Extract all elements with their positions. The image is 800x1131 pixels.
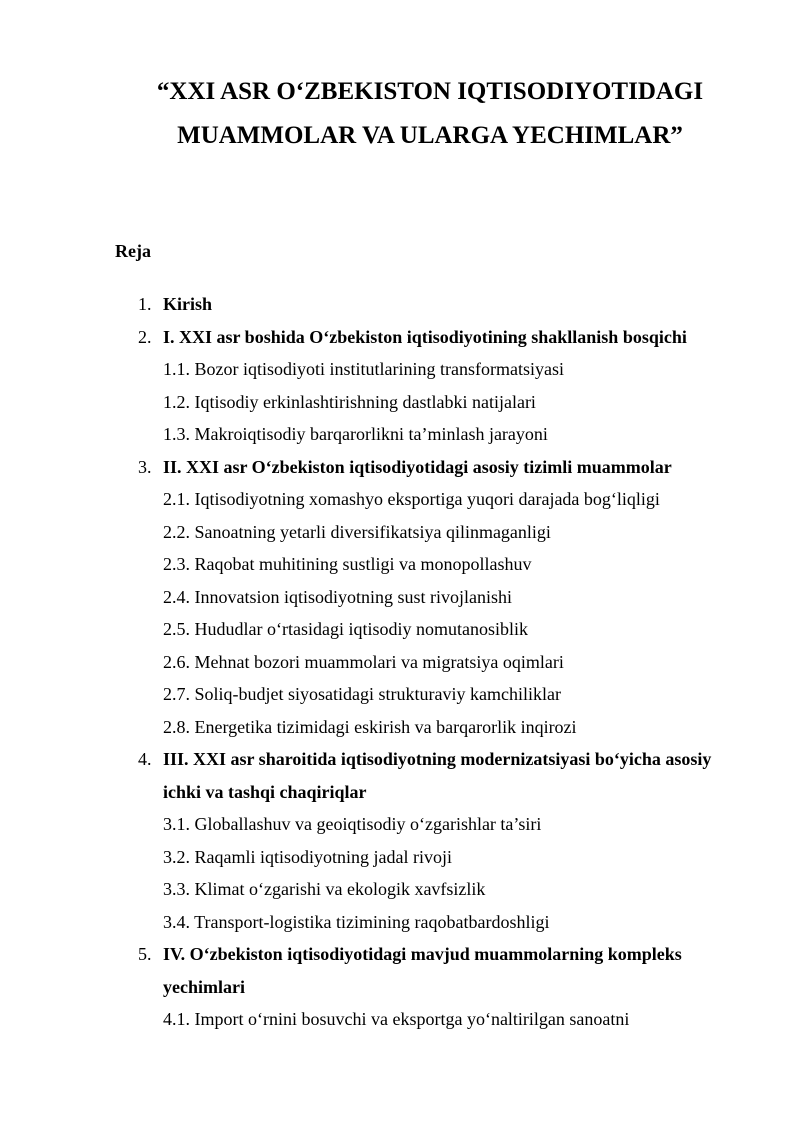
plan-section-item (0, 321, 800, 354)
plan-subsection-item: 2.5. Hududlar o‘rtasidagi iqtisodiy nomutanosiblik (163, 619, 528, 639)
plan-outline (0, 288, 800, 1036)
section-number: 2. (138, 326, 152, 347)
plan-subsection-item: 2.3. Raqobat muhitining sustligi va monopollashuv (163, 554, 532, 574)
plan-subsection-item: 1.3. Makroiqtisodiy barqarorlikni ta’minlash jarayoni (163, 424, 548, 444)
section-title: I. XXI asr boshida O‘zbekiston iqtisodiyotining shakllanish bosqichi (163, 326, 687, 347)
title-line-2: MUAMMOLAR VA ULARGA YECHIMLAR” (177, 122, 683, 149)
section-number: 3. (138, 456, 152, 477)
plan-section-item (0, 451, 800, 484)
section-title: II. XXI asr O‘zbekiston iqtisodiyotidagi asosiy tizimli muammolar (163, 456, 672, 477)
plan-subsection-item: 3.3. Klimat o‘zgarishi va ekologik xavfsizlik (163, 879, 486, 899)
plan-subsection-item: 2.8. Energetika tizimidagi eskirish va barqarorlik inqirozi (163, 716, 577, 737)
plan-subsection-item: 2.6. Mehnat bozori muammolari va migratsiya oqimlari (163, 651, 564, 672)
plan-subsection-item: 3.2. Raqamli iqtisodiyotning jadal rivoji (163, 846, 452, 867)
section-number: 5. (138, 944, 152, 964)
plan-section-item (0, 743, 800, 808)
plan-section-item (0, 288, 800, 321)
plan-subsection-item: 4.1. Import o‘rnini bosuvchi va eksportga yo‘naltirilgan sanoatni (163, 1009, 630, 1029)
document-title (60, 70, 800, 158)
plan-subsection-item: 3.1. Globallashuv va geoiqtisodiy o‘zgarishlar ta’siri (163, 814, 542, 834)
section-title: III. XXI asr sharoitida iqtisodiyotning modernizatsiyasi bo‘yicha asosiy ichki va tashqi chaqiriqlar (163, 749, 712, 802)
plan-section-item (0, 938, 800, 1003)
section-title: IV. O‘zbekiston iqtisodiyotidagi mavjud muammolarning kompleks yechimlari (163, 944, 682, 997)
plan-subsection-item: 3.4. Transport-logistika tizimining raqobatbardoshligi (163, 911, 550, 932)
plan-subsection-item: 1.2. Iqtisodiy erkinlashtirishning dastlabki natijalari (163, 391, 536, 412)
plan-subsection-item: 2.1. Iqtisodiyotning xomashyo eksportiga yuqori darajada bog‘liqligi (163, 489, 660, 509)
plan-subsection-item: 1.1. Bozor iqtisodiyoti institutlarining transformatsiyasi (163, 359, 564, 379)
section-number: 4. (138, 749, 152, 769)
plan-subsection-item: 2.4. Innovatsion iqtisodiyotning sust rivojlanishi (163, 586, 513, 607)
plan-subsection-item: 2.2. Sanoatning yetarli diversifikatsiya qilinmaganligi (163, 521, 551, 542)
section-title: Kirish (163, 294, 213, 314)
title-line-1: “XXI ASR O‘ZBEKISTON IQTISODIYOTIDAGI (156, 78, 704, 105)
plan-heading: Reja (115, 241, 151, 261)
plan-subsection-item: 2.7. Soliq-budjet siyosatidagi strukturaviy kamchiliklar (163, 684, 561, 704)
section-number: 1. (138, 294, 152, 314)
